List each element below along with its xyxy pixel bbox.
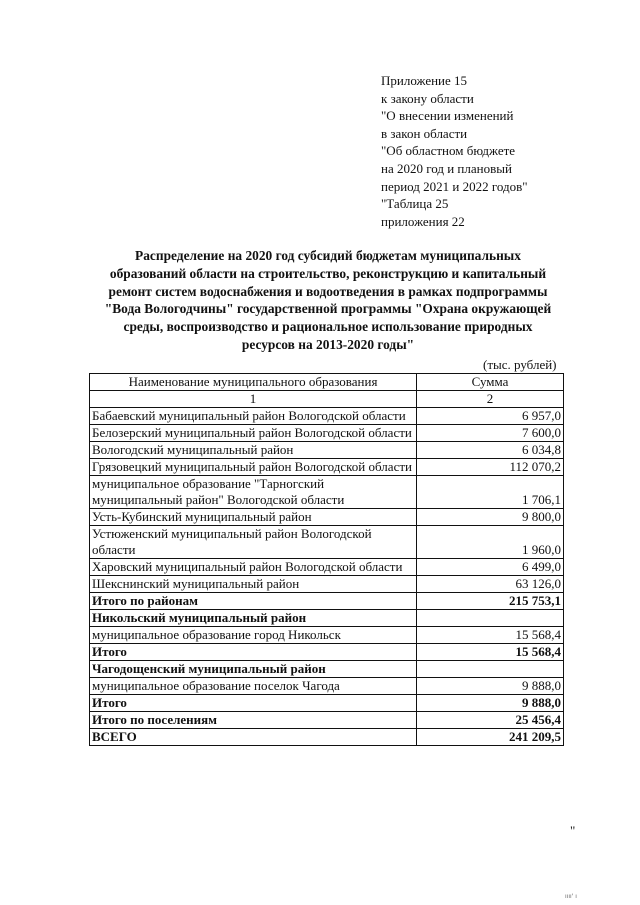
row-sum: 1 706,1 xyxy=(417,476,564,509)
table-row xyxy=(90,509,564,526)
row-name: Итого xyxy=(90,644,417,661)
row-name: Итого xyxy=(90,695,417,712)
row-name: Итого по районам xyxy=(90,593,417,610)
header-line: "О внесении изменений xyxy=(381,108,514,124)
row-name: Грязовецкий муниципальный район Вологодской области xyxy=(90,459,417,476)
table-row xyxy=(90,678,564,695)
table-header-row xyxy=(90,374,564,391)
header-line: в закон области xyxy=(381,125,468,141)
column-header-name: Наименование муниципального образования xyxy=(90,374,417,391)
row-name: муниципальное образование "Тарногский муниципальный район" Вологодской области xyxy=(90,476,417,509)
subtotal-row xyxy=(90,695,564,712)
closing-quote: " xyxy=(570,823,576,838)
table-row xyxy=(90,576,564,593)
table-row xyxy=(90,425,564,442)
header-line: "Таблица 25 xyxy=(381,196,449,212)
subtotal-row xyxy=(90,712,564,729)
subtotal-row xyxy=(90,644,564,661)
column-header-sum: Сумма xyxy=(417,374,564,391)
row-name: Никольский муниципальный район xyxy=(90,610,417,627)
subsidy-table xyxy=(89,373,564,746)
row-sum: 9 888,0 xyxy=(417,695,564,712)
grand-total-row xyxy=(90,729,564,746)
table-row xyxy=(90,559,564,576)
table-row xyxy=(90,442,564,459)
title-line: образований области на строительство, реконструкцию и капитальный xyxy=(109,265,547,281)
subtotal-row xyxy=(90,593,564,610)
row-sum: 25 456,4 xyxy=(417,712,564,729)
column-number: 2 xyxy=(417,391,564,408)
units-label: (тыс. рублей) xyxy=(483,357,557,372)
section-row xyxy=(90,661,564,678)
row-name: муниципальное образование поселок Чагода xyxy=(90,678,417,695)
section-row xyxy=(90,610,564,627)
row-sum xyxy=(417,610,564,627)
row-sum: 9 800,0 xyxy=(417,509,564,526)
row-name: Вологодский муниципальный район xyxy=(90,442,417,459)
row-sum: 6 957,0 xyxy=(417,408,564,425)
row-sum: 9 888,0 xyxy=(417,678,564,695)
row-sum: 241 209,5 xyxy=(417,729,564,746)
appendix-header xyxy=(381,72,621,230)
row-name: Белозерский муниципальный район Вологодской области xyxy=(90,425,417,442)
title-line: ремонт систем водоснабжения и водоотведения в рамках подпрограммы xyxy=(108,283,548,299)
row-sum: 6 499,0 xyxy=(417,559,564,576)
title-line: среды, воспроизводство и рациональное использование природных xyxy=(123,319,533,335)
document-title xyxy=(80,247,576,354)
column-number-row xyxy=(90,391,564,408)
row-sum xyxy=(417,661,564,678)
row-name: Харовский муниципальный район Вологодской области xyxy=(90,559,417,576)
row-name: Итого по поселениям xyxy=(90,712,417,729)
header-line: на 2020 год и плановый xyxy=(381,160,512,176)
column-number: 1 xyxy=(90,391,417,408)
header-line: приложения 22 xyxy=(381,213,465,229)
table-row xyxy=(90,408,564,425)
row-name: Шекснинский муниципальный район xyxy=(90,576,417,593)
row-sum: 112 070,2 xyxy=(417,459,564,476)
header-line: период 2021 и 2022 годов" xyxy=(381,178,528,194)
row-sum: 215 753,1 xyxy=(417,593,564,610)
table-row xyxy=(90,476,564,509)
row-name: муниципальное образование город Никольск xyxy=(90,627,417,644)
row-name: Усть-Кубинский муниципальный район xyxy=(90,509,417,526)
header-line: Приложение 15 xyxy=(381,73,468,88)
row-sum: 1 960,0 xyxy=(417,526,564,559)
row-name: Устюженский муниципальный район Вологодской области xyxy=(90,526,417,559)
table-row xyxy=(90,459,564,476)
row-name: Чагодощенский муниципальный район xyxy=(90,661,417,678)
page-corner-mark: ıııı' ı xyxy=(565,893,577,900)
title-line: ресурсов на 2013-2020 годы" xyxy=(241,336,415,352)
row-sum: 15 568,4 xyxy=(417,627,564,644)
row-sum: 6 034,8 xyxy=(417,442,564,459)
row-sum: 15 568,4 xyxy=(417,644,564,661)
table-row xyxy=(90,526,564,559)
title-line: "Вода Вологодчины" государственной программы "Охрана окружающей xyxy=(104,301,552,317)
row-name: ВСЕГО xyxy=(90,729,417,746)
row-name: Бабаевский муниципальный район Вологодской области xyxy=(90,408,417,425)
row-sum: 63 126,0 xyxy=(417,576,564,593)
header-line: к закону области xyxy=(381,90,474,106)
header-line: "Об областном бюджете xyxy=(381,143,516,159)
title-line: Распределение на 2020 год субсидий бюджетам муниципальных xyxy=(135,248,521,263)
table-row xyxy=(90,627,564,644)
row-sum: 7 600,0 xyxy=(417,425,564,442)
